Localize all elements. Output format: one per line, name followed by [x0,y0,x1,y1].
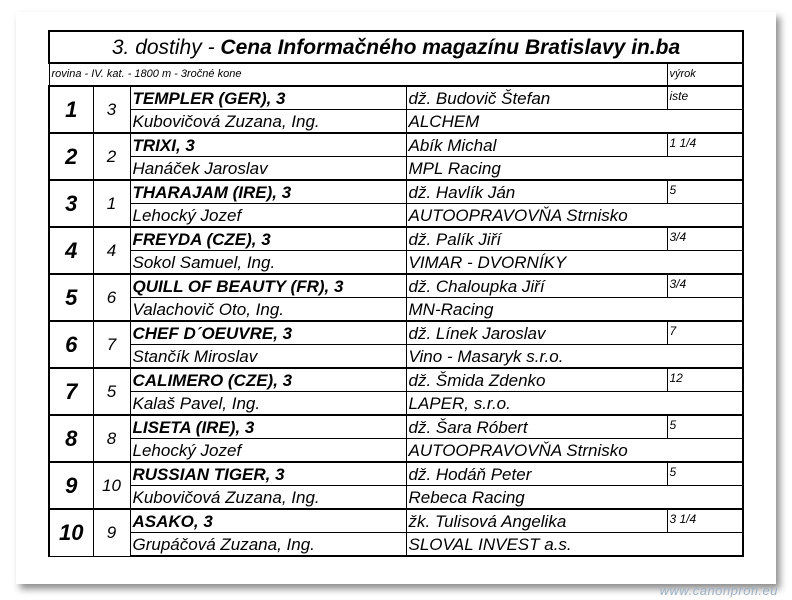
result-row-detail [49,345,743,369]
finish-margin: 1 1/4 [667,133,743,157]
result-row [49,415,743,439]
finish-position: 6 [49,321,93,368]
stable-name: ALCHEM [406,110,743,134]
race-results-table [48,30,744,557]
owner-name: Kubovičová Zuzana, Ing. [130,110,406,134]
owner-name: Lehocký Jozef [130,439,406,463]
owner-name: Lehocký Jozef [130,204,406,228]
result-row-detail [49,157,743,181]
owner-name: Stančík Miroslav [130,345,406,369]
finish-position: 2 [49,133,93,180]
margin-column-header: výrok [667,63,743,86]
start-number: 10 [93,462,130,509]
result-row [49,368,743,392]
stable-name: MN-Racing [406,298,743,322]
finish-position: 8 [49,415,93,462]
result-row [49,321,743,345]
jockey-name: dž. Šmida Zdenko [406,368,667,392]
finish-margin: 3/4 [667,274,743,298]
jockey-name: dž. Línek Jaroslav [406,321,667,345]
result-row-detail [49,486,743,510]
finish-position: 9 [49,462,93,509]
owner-name: Grupáčová Zuzana, Ing. [130,533,406,557]
finish-position: 10 [49,509,93,556]
stable-name: MPL Racing [406,157,743,181]
result-row-detail [49,439,743,463]
owner-name: Kubovičová Zuzana, Ing. [130,486,406,510]
finish-margin: 5 [667,180,743,204]
jockey-name: žk. Tulisová Angelika [406,509,667,533]
horse-name: LISETA (IRE), 3 [130,415,406,439]
watermark: www.canonprofi.eu [659,583,778,598]
stable-name: Vino - Masaryk s.r.o. [406,345,743,369]
horse-name: FREYDA (CZE), 3 [130,227,406,251]
finish-margin: 7 [667,321,743,345]
race-title [49,31,743,63]
finish-margin: 5 [667,462,743,486]
finish-margin: 3/4 [667,227,743,251]
jockey-name: dž. Šara Róbert [406,415,667,439]
race-name: Cena Informačného magazínu Bratislavy in.ba [220,35,681,59]
finish-margin: iste [667,86,743,110]
result-row [49,133,743,157]
result-row-detail [49,533,743,557]
owner-name: Kalaš Pavel, Ing. [130,392,406,416]
horse-name: CALIMERO (CZE), 3 [130,368,406,392]
finish-margin: 3 1/4 [667,509,743,533]
result-row-detail [49,251,743,275]
start-number: 7 [93,321,130,368]
start-number: 1 [93,180,130,227]
jockey-name: dž. Budovič Štefan [406,86,667,110]
owner-name: Sokol Samuel, Ing. [130,251,406,275]
result-row-detail [49,110,743,134]
race-conditions: rovina - IV. kat. - 1800 m - 3ročné kone [49,63,667,86]
jockey-name: dž. Havlík Ján [406,180,667,204]
jockey-name: dž. Palík Jiří [406,227,667,251]
start-number: 9 [93,509,130,556]
stable-name: AUTOOPRAVOVŇA Strnisko [406,204,743,228]
owner-name: Hanáček Jaroslav [130,157,406,181]
start-number: 6 [93,274,130,321]
horse-name: ASAKO, 3 [130,509,406,533]
stable-name: SLOVAL INVEST a.s. [406,533,743,557]
horse-name: TRIXI, 3 [130,133,406,157]
finish-position: 5 [49,274,93,321]
result-row-detail [49,392,743,416]
result-row-detail [49,204,743,228]
finish-margin: 5 [667,415,743,439]
start-number: 2 [93,133,130,180]
jockey-name: dž. Chaloupka Jiří [406,274,667,298]
result-row-detail [49,298,743,322]
finish-position: 7 [49,368,93,415]
result-row [49,227,743,251]
start-number: 3 [93,86,130,133]
stable-name: AUTOOPRAVOVŇA Strnisko [406,439,743,463]
finish-position: 1 [49,86,93,133]
result-row [49,180,743,204]
start-number: 4 [93,227,130,274]
horse-name: RUSSIAN TIGER, 3 [130,462,406,486]
result-row [49,509,743,533]
owner-name: Valachovič Oto, Ing. [130,298,406,322]
horse-name: THARAJAM (IRE), 3 [130,180,406,204]
start-number: 8 [93,415,130,462]
result-row [49,86,743,110]
jockey-name: dž. Hodáň Peter [406,462,667,486]
stable-name: LAPER, s.r.o. [406,392,743,416]
stable-name: VIMAR - DVORNÍKY [406,251,743,275]
horse-name: CHEF D´OEUVRE, 3 [130,321,406,345]
finish-position: 4 [49,227,93,274]
race-label: 3. dostihy - [111,35,215,59]
stable-name: Rebeca Racing [406,486,743,510]
horse-name: TEMPLER (GER), 3 [130,86,406,110]
horse-name: QUILL OF BEAUTY (FR), 3 [130,274,406,298]
jockey-name: Abík Michal [406,133,667,157]
result-row [49,462,743,486]
start-number: 5 [93,368,130,415]
finish-position: 3 [49,180,93,227]
finish-margin: 12 [667,368,743,392]
result-row [49,274,743,298]
